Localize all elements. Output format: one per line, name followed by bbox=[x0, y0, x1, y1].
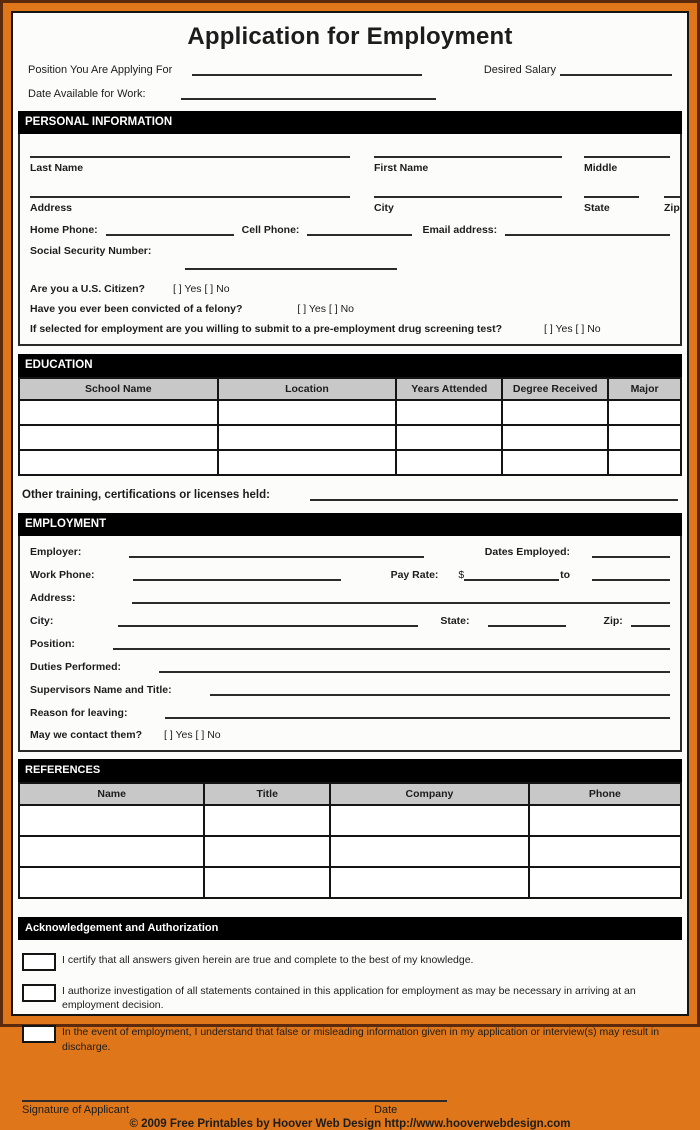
copyright-text: © 2009 Free Printables by Hoover Web Design http://www.hooverwebdesign.com bbox=[129, 1117, 571, 1130]
email-label: Email address: bbox=[422, 223, 498, 236]
reason-leaving-line[interactable] bbox=[165, 706, 670, 719]
employer-zip-label: Zip: bbox=[603, 615, 623, 627]
references-cell[interactable] bbox=[204, 805, 330, 836]
education-row bbox=[19, 400, 681, 425]
state-line[interactable] bbox=[584, 183, 639, 198]
education-cell[interactable] bbox=[608, 425, 681, 450]
signature-area bbox=[22, 1100, 447, 1116]
last-name-field[interactable] bbox=[30, 143, 350, 174]
employer-address-label: Address: bbox=[30, 592, 76, 604]
address-field[interactable] bbox=[30, 183, 350, 214]
ack-text-2: I authorize investigation of all statements contained in this application for employment as may be necessary in arriving at an employment decision. bbox=[62, 985, 636, 1012]
education-cell[interactable] bbox=[218, 425, 397, 450]
references-cell[interactable] bbox=[330, 836, 529, 867]
other-training-line[interactable] bbox=[310, 488, 678, 501]
education-row bbox=[19, 450, 681, 475]
emp-position-label: Position: bbox=[30, 638, 75, 650]
employer-zip-line[interactable] bbox=[631, 614, 670, 627]
city-label: City bbox=[374, 202, 394, 214]
reason-leaving-label: Reason for leaving: bbox=[30, 707, 128, 719]
employer-label: Employer: bbox=[30, 546, 82, 558]
references-header-row bbox=[19, 783, 681, 805]
city-field[interactable] bbox=[374, 183, 562, 214]
middle-name-line[interactable] bbox=[584, 143, 670, 158]
references-cell[interactable] bbox=[529, 836, 681, 867]
ack-text-1: I certify that all answers given herein are true and complete to the best of my knowledge. bbox=[62, 954, 474, 966]
address-line[interactable] bbox=[30, 183, 350, 198]
education-header: EDUCATION bbox=[18, 354, 682, 377]
work-phone-label: Work Phone: bbox=[30, 569, 95, 581]
references-cell[interactable] bbox=[529, 867, 681, 898]
state-field[interactable] bbox=[584, 183, 639, 214]
zip-line[interactable] bbox=[664, 183, 680, 198]
references-cell[interactable] bbox=[204, 836, 330, 867]
first-name-field[interactable] bbox=[374, 143, 562, 174]
contact-yes-no-checkboxes[interactable]: [ ] Yes [ ] No bbox=[164, 729, 221, 741]
position-salary-row bbox=[28, 63, 672, 76]
address-label: Address bbox=[30, 202, 73, 214]
employer-state-label: State: bbox=[440, 615, 470, 627]
desired-salary-label: Desired Salary bbox=[483, 64, 556, 76]
home-phone-line[interactable] bbox=[106, 223, 234, 236]
education-cell[interactable] bbox=[502, 425, 608, 450]
references-cell[interactable] bbox=[330, 805, 529, 836]
ack-item-2 bbox=[22, 984, 678, 1012]
education-cell[interactable] bbox=[502, 400, 608, 425]
duties-label: Duties Performed: bbox=[30, 661, 122, 673]
dates-employed-from-line[interactable] bbox=[592, 545, 670, 558]
employment-header: EMPLOYMENT bbox=[18, 513, 682, 536]
employer-city-line[interactable] bbox=[118, 614, 418, 627]
ssn-line[interactable] bbox=[185, 257, 397, 270]
references-row bbox=[19, 867, 681, 898]
ssn-label: Social Security Number: bbox=[30, 245, 152, 257]
date-available-field-line[interactable] bbox=[181, 87, 436, 100]
references-col-phone: Phone bbox=[529, 783, 681, 805]
position-label: Position You Are Applying For bbox=[28, 64, 173, 76]
pay-rate-line[interactable] bbox=[464, 568, 559, 581]
felony-yes-no-checkboxes[interactable]: [ ] Yes [ ] No bbox=[297, 303, 355, 315]
dates-to-label: to bbox=[560, 569, 570, 581]
dates-employed-label: Dates Employed: bbox=[484, 546, 570, 558]
education-cell[interactable] bbox=[218, 400, 397, 425]
references-header: REFERENCES bbox=[18, 759, 682, 782]
citizen-question: Are you a U.S. Citizen? bbox=[30, 283, 145, 295]
ack-checkbox-1[interactable] bbox=[22, 953, 56, 971]
employment-section bbox=[18, 536, 682, 752]
references-col-company: Company bbox=[330, 783, 529, 805]
references-cell[interactable] bbox=[19, 805, 204, 836]
form-title: Application for Employment bbox=[187, 23, 513, 50]
references-cell[interactable] bbox=[330, 867, 529, 898]
emp-position-line[interactable] bbox=[113, 637, 670, 650]
education-cell[interactable] bbox=[396, 400, 502, 425]
acknowledgement-header: Acknowledgement and Authorization bbox=[18, 917, 682, 940]
ack-item-1 bbox=[22, 953, 678, 971]
citizen-yes-no-checkboxes[interactable]: [ ] Yes [ ] No bbox=[172, 283, 230, 295]
education-cell[interactable] bbox=[502, 450, 608, 475]
references-cell[interactable] bbox=[19, 867, 204, 898]
references-col-name: Name bbox=[19, 783, 204, 805]
state-label: State bbox=[584, 202, 610, 214]
other-training-label: Other training, certifications or licenses held: bbox=[22, 489, 270, 501]
first-name-line[interactable] bbox=[374, 143, 562, 158]
education-cell[interactable] bbox=[396, 450, 502, 475]
references-row bbox=[19, 805, 681, 836]
may-we-contact-question: May we contact them? bbox=[30, 729, 143, 741]
supervisor-line[interactable] bbox=[210, 683, 670, 696]
form-page bbox=[11, 11, 689, 1130]
ack-checkbox-3[interactable] bbox=[22, 1025, 56, 1043]
zip-field[interactable] bbox=[664, 183, 680, 214]
desired-salary-field-line[interactable] bbox=[560, 63, 672, 76]
education-cell[interactable] bbox=[218, 450, 397, 475]
ack-item-3 bbox=[22, 1025, 678, 1053]
employer-line[interactable] bbox=[129, 545, 424, 558]
cell-phone-line[interactable] bbox=[307, 223, 412, 236]
references-table bbox=[18, 782, 682, 899]
felony-question: Have you ever been convicted of a felony? bbox=[30, 303, 243, 315]
references-cell[interactable] bbox=[529, 805, 681, 836]
last-name-line[interactable] bbox=[30, 143, 350, 158]
first-name-label: First Name bbox=[374, 162, 429, 174]
personal-information-section bbox=[18, 134, 682, 346]
personal-information-header: PERSONAL INFORMATION bbox=[18, 111, 682, 134]
work-phone-line[interactable] bbox=[133, 568, 341, 581]
duties-line[interactable] bbox=[159, 660, 670, 673]
education-col-degree: Degree Received bbox=[502, 378, 608, 400]
employer-city-label: City: bbox=[30, 615, 54, 627]
education-cell[interactable] bbox=[608, 450, 681, 475]
home-phone-label: Home Phone: bbox=[30, 223, 98, 236]
pay-rate-label: Pay Rate: bbox=[390, 569, 439, 581]
references-cell[interactable] bbox=[204, 867, 330, 898]
dates-employed-to-line[interactable] bbox=[592, 568, 670, 581]
date-label: Date bbox=[374, 1103, 398, 1116]
education-header-row bbox=[19, 378, 681, 400]
education-col-school: School Name bbox=[19, 378, 218, 400]
signature-label: Signature of Applicant bbox=[22, 1103, 130, 1116]
position-field-line[interactable] bbox=[192, 63, 422, 76]
drug-test-question: If selected for employment are you willing to submit to a pre-employment drug screening test? bbox=[30, 323, 502, 335]
dollar-sign: $ bbox=[458, 569, 465, 581]
ack-text-3: In the event of employment, I understand that false or misleading information given in my application or interview(s) may result in discharge. bbox=[62, 1026, 660, 1053]
date-available-label: Date Available for Work: bbox=[28, 88, 146, 100]
references-cell[interactable] bbox=[19, 836, 204, 867]
cell-phone-label: Cell Phone: bbox=[241, 223, 300, 236]
ack-checkbox-2[interactable] bbox=[22, 984, 56, 1002]
education-col-location: Location bbox=[218, 378, 397, 400]
education-cell[interactable] bbox=[19, 450, 218, 475]
last-name-label: Last Name bbox=[30, 162, 84, 174]
education-col-major: Major bbox=[608, 378, 681, 400]
education-row bbox=[19, 425, 681, 450]
city-line[interactable] bbox=[374, 183, 562, 198]
date-available-row bbox=[28, 87, 672, 100]
education-col-years: Years Attended bbox=[396, 378, 502, 400]
education-cell[interactable] bbox=[19, 400, 218, 425]
zip-label: Zip bbox=[664, 202, 680, 214]
references-row bbox=[19, 836, 681, 867]
employer-address-line[interactable] bbox=[132, 591, 670, 604]
drug-test-yes-no-checkboxes[interactable]: [ ] Yes [ ] No bbox=[544, 323, 601, 335]
supervisor-label: Supervisors Name and Title: bbox=[30, 684, 172, 696]
email-line[interactable] bbox=[505, 223, 670, 236]
education-table bbox=[18, 377, 682, 476]
middle-name-field[interactable] bbox=[584, 143, 670, 174]
education-cell[interactable] bbox=[608, 400, 681, 425]
middle-name-label: Middle bbox=[584, 162, 618, 174]
education-cell[interactable] bbox=[396, 425, 502, 450]
education-cell[interactable] bbox=[19, 425, 218, 450]
employer-state-line[interactable] bbox=[488, 614, 566, 627]
references-col-title: Title bbox=[204, 783, 330, 805]
